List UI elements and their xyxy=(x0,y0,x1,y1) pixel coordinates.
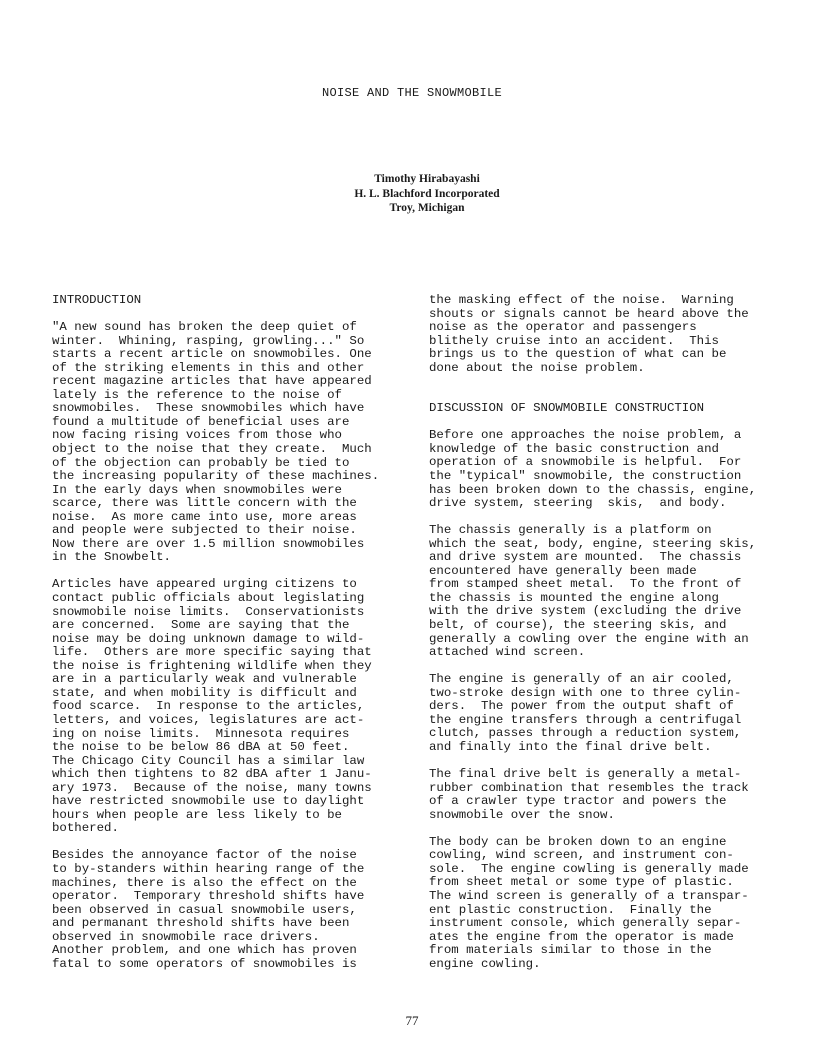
paragraph: Before one approaches the noise problem, a knowledge of the basic construction and operation of a snowmobile is helpful. For the "typical" snowmobile, the construction has been broken down to the chassis, engine, drive system, steering skis, and body. xyxy=(429,428,757,511)
right-column xyxy=(429,294,779,985)
left-column xyxy=(52,294,402,985)
author-affiliation: H. L. Blachford Incorporated xyxy=(354,187,500,200)
author-block xyxy=(0,172,824,216)
paragraph: the masking effect of the noise. Warning shouts or signals cannot be heard above the noise as the operator and passengers blithely cruise into an accident. This brings us to the question of what can be done about the noise problem. xyxy=(429,293,749,375)
paragraph: "A new sound has broken the deep quiet of winter. Whining, rasping, growling..." So starts a recent article on snowmobiles. One of the striking elements in this and other recent magazine articles that have appeared lately is the reference to the noise of snowmobiles. These snowmobiles which have found a multitude of beneficial uses are now facing rising voices from those who object to the noise that they create. Much of the objection can probably be tied to the increasing popularity of these machines. In the early days when snowmobiles were scarce, there was little concern with the noise. As more came into use, more areas and people were subjected to their noise. Now there are over 1.5 million snowmobiles in the Snowbelt. xyxy=(52,320,380,565)
paragraph: The body can be broken down to an engine cowling, wind screen, and instrument con- sole. The engine cowling is generally made from sheet metal or some type of plastic. The wind screen is generally of a transpar- ent plastic construction. Finally the instrument console, which generally separ- ates the engine from the operator is made from materials similar to those in the engine cowling. xyxy=(429,834,749,971)
introduction-heading: INTRODUCTION xyxy=(52,293,142,307)
author-name: Timothy Hirabayashi xyxy=(374,173,480,185)
paragraph: The chassis generally is a platform on which the seat, body, engine, steering skis, and drive system are mounted. The chassis encountered have generally been made from stamped sheet metal. To the front of the chassis is mounted the engine along with the drive system (excluding the drive belt, of course), the steering skis, and generally a cowling over the engine with an attached wind screen. xyxy=(429,523,757,660)
author-location: Troy, Michigan xyxy=(389,202,465,214)
paragraph: Articles have appeared urging citizens to contact public officials about legislating snowmobile noise limits. Conservationists are concerned. Some are saying that the noise may be doing unknown damage to wild- life. Others are more specific saying that the noise is frightening wildlife when they are in a particularly weak and vulnerable state, and when mobility is difficult and food scarce. In response to the articles, letters, and voices, legislatures are act- ing on noise limits. Minnesota requires the noise to be below 86 dBA at 50 feet. The Chicago City Council has a similar law which then tightens to 82 dBA after 1 Janu- ary 1973. Because of the noise, many towns have restricted snowmobile use to daylight hours when people are less likely to be bothered. xyxy=(52,577,372,836)
page-number: 77 xyxy=(405,1013,419,1028)
paragraph: The engine is generally of an air cooled, two-stroke design with one to three cylin- ders. The power from the output shaft of the engine transfers through a centrifugal clutch, passes through a reduction system, and finally into the final drive belt. xyxy=(429,672,742,754)
paper-title: NOISE AND THE SNOWMOBILE xyxy=(321,86,503,100)
paragraph: Besides the annoyance factor of the noise to by-standers within hearing range of the machines, there is also the effect on the operator. Temporary threshold shifts have been observed in casual snowmobile users, and permanant threshold shifts have been observed in snowmobile race drivers. Another problem, and one which has proven fatal to some operators of snowmobiles is xyxy=(52,848,365,971)
paragraph: The final drive belt is generally a metal- rubber combination that resembles the track of a crawler type tractor and powers the snowmobile over the snow. xyxy=(429,767,749,822)
discussion-heading: DISCUSSION OF SNOWMOBILE CONSTRUCTION xyxy=(429,401,705,416)
